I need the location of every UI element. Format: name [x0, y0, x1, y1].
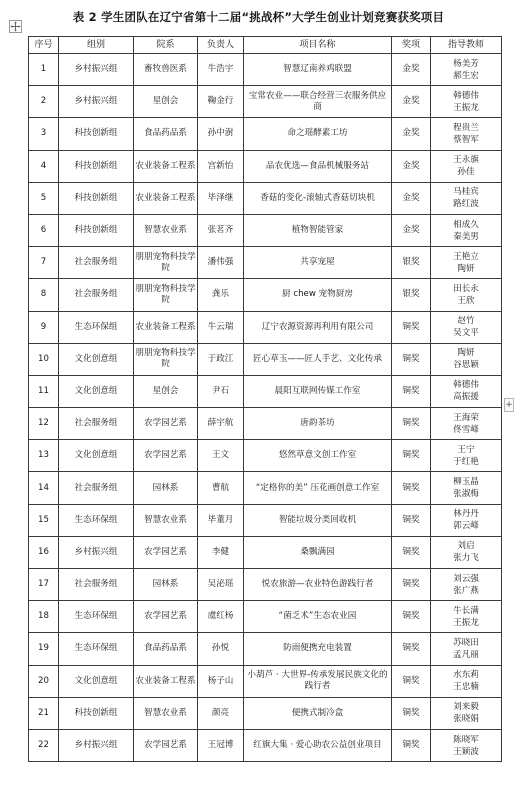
cell-award: 铜奖 [392, 536, 431, 568]
table-title: 表 2 学生团队在辽宁省第十二届“挑战杯”大学生创业计划竞赛获奖项目 [72, 10, 445, 24]
cell-no: 22 [29, 729, 59, 761]
cell-project: 命之瑶酵素工坊 [244, 118, 392, 150]
cell-no: 4 [29, 150, 59, 182]
cell-no: 13 [29, 440, 59, 472]
cell-group: 文化创意组 [59, 440, 134, 472]
cell-group: 生态环保组 [59, 633, 134, 665]
cell-no: 18 [29, 601, 59, 633]
cell-leader: 孙中澍 [198, 118, 244, 150]
table-row [29, 182, 502, 214]
cell-project: 防雨便携充电装置 [244, 633, 392, 665]
cell-group: 社会服务组 [59, 472, 134, 504]
cell-award: 铜奖 [392, 472, 431, 504]
cell-award: 铜奖 [392, 569, 431, 601]
cell-dept: 农学园艺系 [134, 440, 198, 472]
cell-dept: 智慧农业系 [134, 214, 198, 246]
cell-award: 铜奖 [392, 601, 431, 633]
cell-teachers [431, 54, 502, 86]
cell-dept: 食品药品系 [134, 633, 198, 665]
teacher-name: 王宁 [457, 444, 475, 455]
table-row [29, 408, 502, 440]
teacher-name: 刘启 [457, 541, 475, 552]
teacher-name: 佟雪峰 [453, 424, 479, 435]
cell-group: 科技创新组 [59, 697, 134, 729]
cell-leader: 王文 [198, 440, 244, 472]
cell-teachers [431, 214, 502, 246]
table-row [29, 279, 502, 311]
cell-dept: 农业装备工程系 [134, 665, 198, 697]
table-row [29, 343, 502, 375]
cell-group: 乡村振兴组 [59, 729, 134, 761]
cell-teachers [431, 633, 502, 665]
teacher-name: 张广燕 [453, 585, 479, 596]
teacher-name: 王忠楠 [453, 682, 479, 693]
cell-group: 科技创新组 [59, 150, 134, 182]
teacher-name: 相成久 [453, 219, 479, 230]
table-row [29, 536, 502, 568]
cell-award: 金奖 [392, 54, 431, 86]
cell-project: 品农优选—食品机械服务站 [244, 150, 392, 182]
cell-award: 铜奖 [392, 729, 431, 761]
cell-dept: 园林系 [134, 472, 198, 504]
teacher-name: 田长永 [453, 283, 479, 294]
cell-award: 金奖 [392, 182, 431, 214]
teacher-name: 秦美男 [453, 231, 479, 242]
cell-award: 铜奖 [392, 665, 431, 697]
cell-teachers [431, 311, 502, 343]
cell-leader: 牛浩宇 [198, 54, 244, 86]
cell-no: 20 [29, 665, 59, 697]
cell-project: 晨阳互联网传媒工作室 [244, 375, 392, 407]
teacher-name: 韩德伟 [453, 90, 479, 101]
cell-no: 6 [29, 214, 59, 246]
cell-dept: 农学园艺系 [134, 408, 198, 440]
cell-project: 悦农旅游—农业特色游践行者 [244, 569, 392, 601]
cell-award: 铜奖 [392, 311, 431, 343]
cell-dept: 畜牧兽医系 [134, 54, 198, 86]
cell-award: 金奖 [392, 86, 431, 118]
teacher-name: 陶妍 [457, 348, 475, 359]
teacher-name: 程贵兰 [453, 122, 479, 133]
cell-leader: 于政江 [198, 343, 244, 375]
teacher-name: 林丹丹 [453, 509, 479, 520]
cell-leader: 颜亮 [198, 697, 244, 729]
table-row [29, 569, 502, 601]
cell-teachers [431, 729, 502, 761]
teacher-name: 孟凡丽 [453, 649, 479, 660]
cell-dept: 智慧农业系 [134, 697, 198, 729]
cell-award: 金奖 [392, 150, 431, 182]
cell-award: 铜奖 [392, 375, 431, 407]
cell-leader: 薛宇航 [198, 408, 244, 440]
cell-leader: 杨子山 [198, 665, 244, 697]
cell-teachers [431, 536, 502, 568]
table-row [29, 633, 502, 665]
table-body [29, 54, 502, 762]
teacher-name: 苏晓田 [453, 637, 479, 648]
cell-group: 社会服务组 [59, 279, 134, 311]
table-row [29, 665, 502, 697]
table-row [29, 697, 502, 729]
cell-leader: 张茗齐 [198, 214, 244, 246]
teacher-name: 马桂宾 [453, 187, 479, 198]
header-award: 奖项 [392, 37, 431, 54]
cell-teachers [431, 697, 502, 729]
header-row [29, 37, 502, 54]
table-row [29, 601, 502, 633]
cell-leader: 曹航 [198, 472, 244, 504]
cell-leader: 王冠博 [198, 729, 244, 761]
teacher-name: 刘云强 [453, 573, 479, 584]
cell-no: 21 [29, 697, 59, 729]
teacher-name: 刘来毅 [453, 702, 479, 713]
cell-group: 文化创意组 [59, 375, 134, 407]
cell-award: 金奖 [392, 214, 431, 246]
teacher-name: 郝生宏 [453, 70, 479, 81]
cell-no: 19 [29, 633, 59, 665]
header-dept: 院系 [134, 37, 198, 54]
cell-teachers [431, 86, 502, 118]
cell-leader: 牛云瑞 [198, 311, 244, 343]
cell-no: 12 [29, 408, 59, 440]
table-row [29, 504, 502, 536]
cell-teachers [431, 343, 502, 375]
cell-leader: 孙悦 [198, 633, 244, 665]
cell-dept: 星创会 [134, 375, 198, 407]
cell-leader: 鞠金行 [198, 86, 244, 118]
teacher-name: 陈晓军 [453, 734, 479, 745]
header-project: 项目名称 [244, 37, 392, 54]
cell-group: 社会服务组 [59, 569, 134, 601]
teacher-name: 王振龙 [453, 617, 479, 628]
cell-group: 科技创新组 [59, 214, 134, 246]
cell-no: 11 [29, 375, 59, 407]
teacher-name: 高振援 [453, 392, 479, 403]
cell-group: 生态环保组 [59, 311, 134, 343]
cell-award: 铜奖 [392, 697, 431, 729]
teacher-name: 王振龙 [453, 102, 479, 113]
cell-project: 红旗大集 · 爱心助农公益创业项目 [244, 729, 392, 761]
cell-dept: 农学园艺系 [134, 601, 198, 633]
cell-dept: 园林系 [134, 569, 198, 601]
cell-no: 9 [29, 311, 59, 343]
cell-group: 乡村振兴组 [59, 54, 134, 86]
teacher-name: 王海荣 [453, 412, 479, 423]
cell-teachers [431, 279, 502, 311]
cell-group: 科技创新组 [59, 118, 134, 150]
cell-no: 5 [29, 182, 59, 214]
cell-dept: 农学园艺系 [134, 729, 198, 761]
cell-project: 辽宁农源资源再利用有限公司 [244, 311, 392, 343]
cell-award: 铜奖 [392, 440, 431, 472]
teacher-name: 张淑梅 [453, 489, 479, 500]
cell-teachers [431, 182, 502, 214]
cell-group: 社会服务组 [59, 408, 134, 440]
cell-project: 桑飘满园 [244, 536, 392, 568]
teacher-name: 赵竹 [457, 316, 475, 327]
teacher-name: 柳玉晶 [453, 477, 479, 488]
teacher-name: 张晓娟 [453, 714, 479, 725]
cell-group: 科技创新组 [59, 182, 134, 214]
cell-leader: 吴泌瑶 [198, 569, 244, 601]
cell-award: 银奖 [392, 279, 431, 311]
teacher-name: 陶妍 [457, 263, 475, 274]
cell-no: 16 [29, 536, 59, 568]
cell-project: 植物智能管家 [244, 214, 392, 246]
cell-leader: 李健 [198, 536, 244, 568]
cell-no: 14 [29, 472, 59, 504]
teacher-name: 王永旗 [453, 155, 479, 166]
cell-award: 铜奖 [392, 408, 431, 440]
cell-project: 智能垃圾分类回收机 [244, 504, 392, 536]
cell-group: 生态环保组 [59, 601, 134, 633]
cell-award: 银奖 [392, 247, 431, 279]
cell-award: 铜奖 [392, 504, 431, 536]
cell-teachers [431, 247, 502, 279]
cell-dept: 朋朋宠物科技学院 [134, 247, 198, 279]
cell-teachers [431, 440, 502, 472]
teacher-name: 谷思颖 [453, 360, 479, 371]
cell-dept: 智慧农业系 [134, 504, 198, 536]
header-no: 序号 [29, 37, 59, 54]
cell-group: 生态环保组 [59, 504, 134, 536]
table-row [29, 472, 502, 504]
teacher-name: 王欣 [457, 295, 475, 306]
cell-no: 8 [29, 279, 59, 311]
add-column-marker[interactable]: + [505, 400, 513, 410]
cell-group: 文化创意组 [59, 665, 134, 697]
cell-group: 文化创意组 [59, 343, 134, 375]
cell-teachers [431, 408, 502, 440]
cell-project: 悠然草意文创工作室 [244, 440, 392, 472]
header-leader: 负责人 [198, 37, 244, 54]
table-row [29, 375, 502, 407]
cell-leader: 虞红杨 [198, 601, 244, 633]
cell-project: 香菇的变化-滚轴式香菇切块机 [244, 182, 392, 214]
teacher-name: 牛长满 [453, 605, 479, 616]
cell-project: 小葫芦 · 大世界-传承发展民族文化的践行者 [244, 665, 392, 697]
cell-no: 3 [29, 118, 59, 150]
teacher-name: 吴文平 [453, 328, 479, 339]
table-row [29, 118, 502, 150]
cell-project: 便携式制冷盒 [244, 697, 392, 729]
cell-dept: 农业装备工程系 [134, 150, 198, 182]
teacher-name: 韩德伟 [453, 380, 479, 391]
cell-project: 共享宠屋 [244, 247, 392, 279]
table-row [29, 729, 502, 761]
teacher-name: 蔡智军 [453, 134, 479, 145]
teacher-name: 于红艳 [453, 456, 479, 467]
cell-project: 厨 chew 宠物厨房 [244, 279, 392, 311]
cell-teachers [431, 472, 502, 504]
cell-dept: 农业装备工程系 [134, 182, 198, 214]
teacher-name: 孙佳 [457, 167, 475, 178]
cell-dept: 星创会 [134, 86, 198, 118]
cell-project: “定格你的美” 压花画创意工作室 [244, 472, 392, 504]
cell-no: 15 [29, 504, 59, 536]
teacher-name: 王艳立 [453, 251, 479, 262]
table-row [29, 150, 502, 182]
cell-dept: 朋朋宠物科技学院 [134, 279, 198, 311]
cell-award: 铜奖 [392, 633, 431, 665]
cell-group: 乡村振兴组 [59, 86, 134, 118]
teacher-name: 王颖波 [453, 746, 479, 757]
table-row [29, 247, 502, 279]
cell-dept: 朋朋宠物科技学院 [134, 343, 198, 375]
table-row [29, 54, 502, 86]
cell-group: 社会服务组 [59, 247, 134, 279]
cell-no: 1 [29, 54, 59, 86]
cell-leader: 宫新怡 [198, 150, 244, 182]
cell-project: “菌乏术”生态农业园 [244, 601, 392, 633]
cell-project: 智慧辽南养鸡联盟 [244, 54, 392, 86]
header-teachers: 指导教师 [431, 37, 502, 54]
cell-teachers [431, 569, 502, 601]
table-row [29, 86, 502, 118]
cell-no: 17 [29, 569, 59, 601]
header-group: 组别 [59, 37, 134, 54]
awards-table [28, 36, 502, 762]
cell-project: 匠心草玉——匠人手艺、文化传承 [244, 343, 392, 375]
cell-no: 2 [29, 86, 59, 118]
cell-teachers [431, 375, 502, 407]
teacher-name: 张力飞 [453, 553, 479, 564]
cell-award: 铜奖 [392, 343, 431, 375]
cell-teachers [431, 118, 502, 150]
cell-dept: 农业装备工程系 [134, 311, 198, 343]
teacher-name: 路红波 [453, 199, 479, 210]
cell-dept: 食品药品系 [134, 118, 198, 150]
cell-group: 乡村振兴组 [59, 536, 134, 568]
cell-dept: 农学园艺系 [134, 536, 198, 568]
cell-award: 金奖 [392, 118, 431, 150]
cell-teachers [431, 150, 502, 182]
cell-teachers [431, 504, 502, 536]
table-row [29, 440, 502, 472]
cell-leader: 毕泽继 [198, 182, 244, 214]
table-row [29, 214, 502, 246]
teacher-name: 水东莉 [453, 670, 479, 681]
cell-leader: 尹石 [198, 375, 244, 407]
cell-no: 10 [29, 343, 59, 375]
cell-leader: 毕董月 [198, 504, 244, 536]
table-row [29, 311, 502, 343]
cell-project: 宝常农业——联合经营三农服务供应商 [244, 86, 392, 118]
cell-leader: 龚乐 [198, 279, 244, 311]
cell-teachers [431, 665, 502, 697]
cell-no: 7 [29, 247, 59, 279]
teacher-name: 郭云峰 [453, 521, 479, 532]
cell-project: 唐韵茶坊 [244, 408, 392, 440]
teacher-name: 杨美芳 [453, 58, 479, 69]
cell-leader: 潘伟强 [198, 247, 244, 279]
cell-teachers [431, 601, 502, 633]
